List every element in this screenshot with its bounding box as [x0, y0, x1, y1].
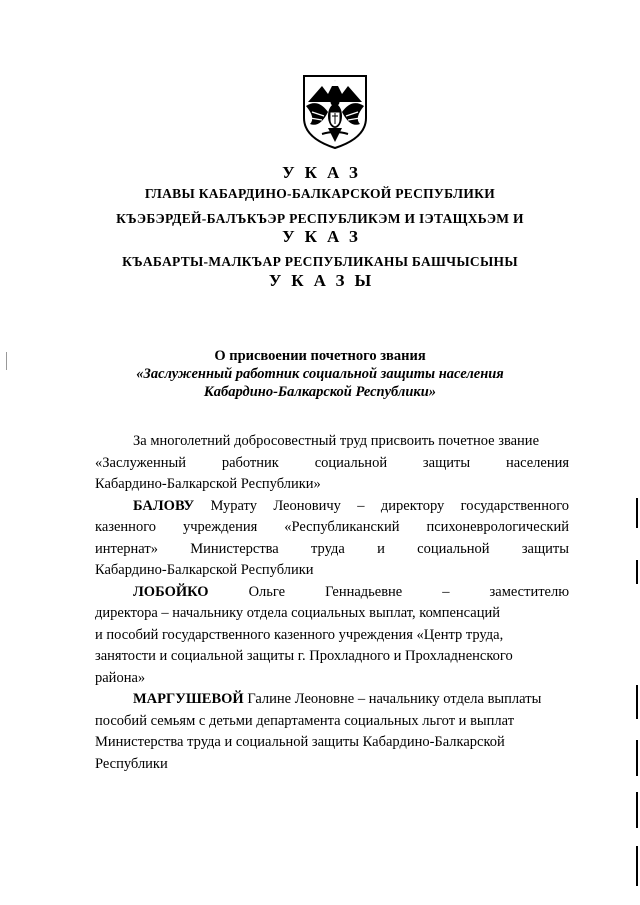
intro-line-2: «Заслуженный работник социальной защиты населения: [95, 454, 569, 471]
scan-edge-mark: [636, 685, 638, 719]
awardee-2-line-5: района»: [95, 669, 146, 686]
scan-edge-mark: [636, 792, 638, 828]
title-line-1: О присвоении почетного звания: [214, 348, 426, 364]
header-ukaz-russian: УКАЗ: [282, 163, 368, 182]
awardee-1-line-3: интернат» Министерства труда и социальной защиты: [95, 540, 569, 557]
coat-of-arms-icon: [298, 72, 372, 150]
awardee-1-line-2: казенного учреждения «Республиканский психоневрологический: [95, 519, 569, 535]
awardee-2-line-2: директора – начальнику отдела социальных выплат, компенсаций: [95, 605, 501, 621]
awardee-3-line-2: пособий семьям с детьми департамента социальных льгот и выплат: [95, 712, 515, 729]
decree-body: [95, 431, 569, 775]
scan-edge-mark: [636, 846, 638, 886]
awardee-3-line-3: Министерства труда и социальной защиты Кабардино-Балкарской: [95, 734, 505, 750]
header-ukaz-kabardian: УКАЗ: [282, 227, 368, 246]
header-head-of-republic-kabardian: КЪЭБЭРДЕЙ-БАЛЪКЪЭР РЕСПУБЛИКЭМ И ІЭТАЩХЬЭМ И: [116, 211, 524, 226]
awardee-3-surname: МАРГУШЕВОЙ: [133, 691, 244, 707]
header-head-of-republic-russian: ГЛАВЫ КАБАРДИНО-БАЛКАРСКОЙ РЕСПУБЛИКИ: [144, 186, 496, 201]
header-head-of-republic-balkar: КЪАБАРТЫ-МАЛКЪАР РЕСПУБЛИКАНЫ БАШЧЫСЫНЫ: [122, 254, 518, 269]
awardee-2-line-4: занятости и социальной защиты г. Прохладного и Прохладненского: [95, 648, 513, 664]
scan-edge-mark: [636, 740, 638, 776]
awardee-1-surname: БАЛОВУ: [133, 497, 195, 514]
awardee-3-line-4: Республики: [95, 755, 168, 772]
intro-line-1: За многолетний добросовестный труд присвоить почетное звание: [133, 433, 540, 449]
awardee-2-surname: ЛОБОЙКО: [133, 583, 209, 600]
awardee-1-line-1: БАЛОВУ Мурату Леоновичу – директору государственного: [133, 497, 569, 514]
coat-of-arms-emblem: [298, 72, 372, 150]
intro-line-3: Кабардино-Балкарской Республики»: [95, 476, 321, 492]
awardee-3-line-1: МАРГУШЕВОЙ Галине Леоновне – начальнику отдела выплаты: [133, 691, 542, 707]
scan-edge-mark: [636, 498, 638, 528]
title-line-3: Кабардино-Балкарской Республики»: [203, 384, 437, 400]
awardee-1-line-4: Кабардино-Балкарской Республики: [95, 562, 314, 578]
header-ukazy-balkar: УКАЗЫ: [268, 271, 382, 290]
scan-edge-mark: [636, 560, 638, 584]
awardee-2-line-1: ЛОБОЙКО Ольге Геннадьевне – заместителю: [133, 583, 569, 600]
awardee-2-line-3: и пособий государственного казенного учреждения «Центр труда,: [95, 626, 504, 643]
decree-title: [0, 347, 640, 401]
title-line-2: «Заслуженный работник социальной защиты населения: [136, 366, 504, 382]
